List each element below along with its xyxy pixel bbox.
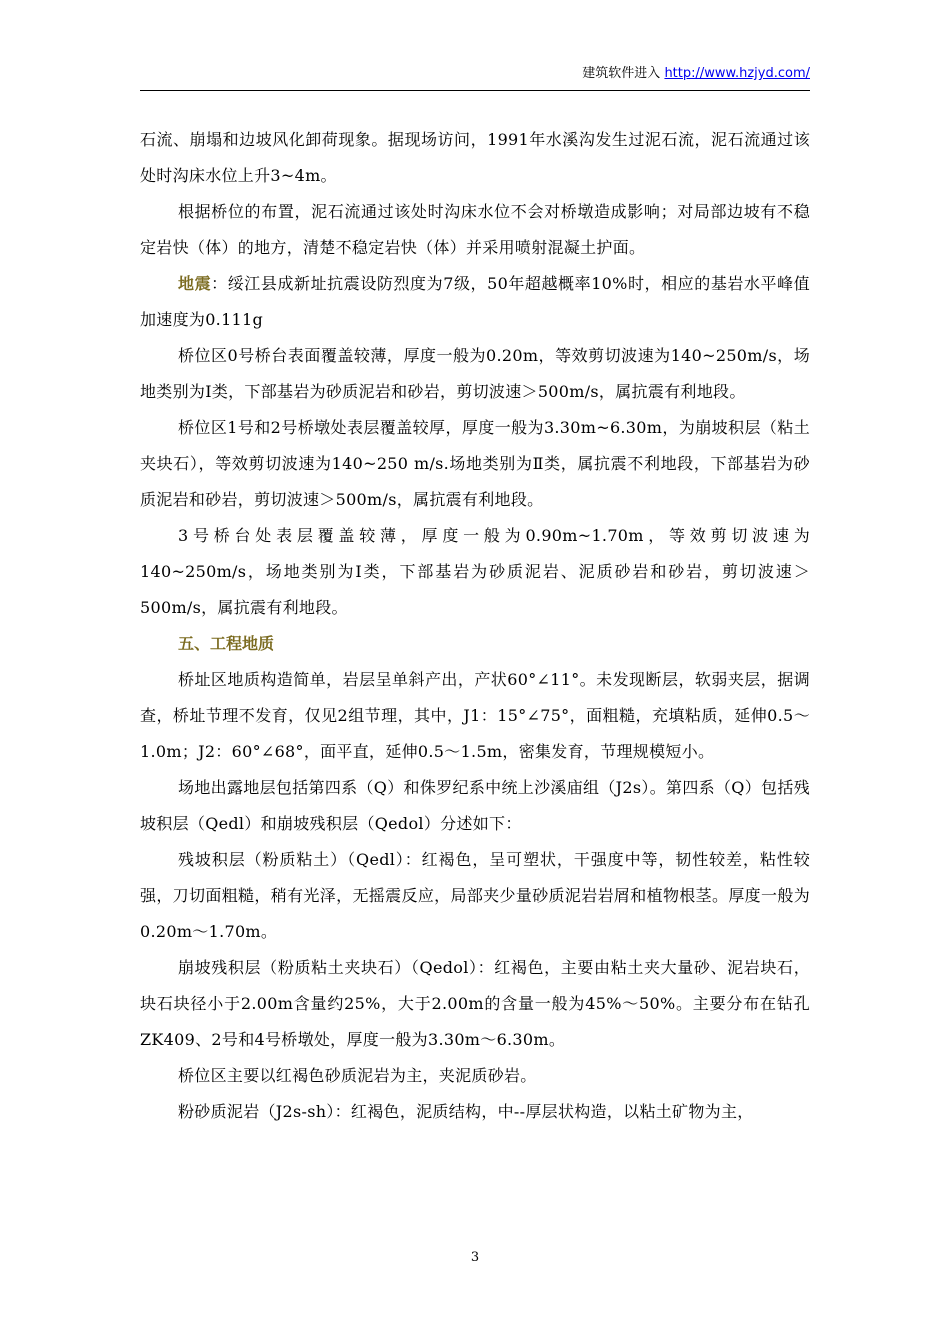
header-link[interactable]: http://www.hzjyd.com/ [664, 66, 810, 81]
paragraph-8: 场地出露地层包括第四系（Q）和侏罗纪系中统上沙溪庙组（J2s）。第四系（Q）包括残坡积层（Qedl）和崩坡残积层（Qedol）分述如下： [140, 778, 810, 833]
paragraph-12: 粉砂质泥岩（J2s-sh）：红褐色，泥质结构，中--厚层状构造，以粘土矿物为主， [178, 1102, 754, 1121]
paragraph-5: 桥位区1号和2号桥墩处表层覆盖较厚，厚度一般为3.30m~6.30m，为崩坡积层（粘土夹块石），等效剪切波速为140~250 m/s.场地类别为Ⅱ类，属抗震不利地段，下部基岩为砂质泥岩和砂岩，剪切波速＞500m/s，属抗震有利地段。 [140, 418, 810, 509]
paragraph-4: 桥位区0号桥台表面覆盖较薄，厚度一般为0.20m，等效剪切波速为140~250m/s，场地类别为Ⅰ类，下部基岩为砂质泥岩和砂岩，剪切波速＞500m/s，属抗震有利地段。 [140, 346, 810, 401]
paragraph-2: 根据桥位的布置，泥石流通过该处时沟床水位不会对桥墩造成影响；对局部边坡有不稳定岩快（体）的地方，清楚不稳定岩快（体）并采用喷射混凝土护面。 [140, 202, 810, 257]
header-rule [140, 90, 810, 91]
paragraph-3-text: ：绥江县成新址抗震设防烈度为7级，50年超越概率10%时，相应的基岩水平峰值加速度为0.111g [140, 274, 810, 329]
earthquake-lead: 地震 [178, 274, 212, 293]
paragraph-3 [140, 266, 810, 338]
section-heading-5: 五、工程地质 [178, 634, 275, 653]
paragraph-1: 石流、崩塌和边坡风化卸荷现象。据现场访问，1991年水溪沟发生过泥石流，泥石流通过该处时沟床水位上升3~4m。 [140, 130, 810, 185]
document-body [140, 122, 810, 1130]
page-number: 3 [470, 1250, 480, 1265]
paragraph-6: 3号桥台处表层覆盖较薄，厚度一般为0.90m~1.70m，等效剪切波速为140~250m/s，场地类别为Ⅰ类，下部基岩为砂质泥岩、泥质砂岩和砂岩，剪切波速＞500m/s，属抗震有利地段。 [140, 526, 810, 617]
paragraph-7: 桥址区地质构造简单，岩层呈单斜产出，产状60°∠11°。未发现断层，软弱夹层，据调查，桥址节理不发育，仅见2组节理，其中，J1：15°∠75°，面粗糙，充填粘质，延伸0.5～1.0m；J2：60°∠68°，面平直，延伸0.5～1.5m，密集发育，节理规模短小。 [140, 670, 810, 761]
page-header [582, 62, 810, 81]
paragraph-9: 残坡积层（粉质粘土）（Qedl）：红褐色，呈可塑状，干强度中等，韧性较差，粘性较强，刀切面粗糙，稍有光泽，无摇震反应，局部夹少量砂质泥岩岩屑和植物根茎。厚度一般为0.20m～1.70m。 [140, 850, 810, 941]
paragraph-11: 桥位区主要以红褐色砂质泥岩为主，夹泥质砂岩。 [178, 1066, 537, 1085]
paragraph-10: 崩坡残积层（粉质粘土夹块石）（Qedol）：红褐色，主要由粘土夹大量砂、泥岩块石，块石块径小于2.00m含量约25%，大于2.00m的含量一般为45%～50%。主要分布在钻孔ZK409、2号和4号桥墩处，厚度一般为3.30m～6.30m。 [140, 958, 810, 1049]
header-prefix: 建筑软件进入 [582, 66, 665, 81]
